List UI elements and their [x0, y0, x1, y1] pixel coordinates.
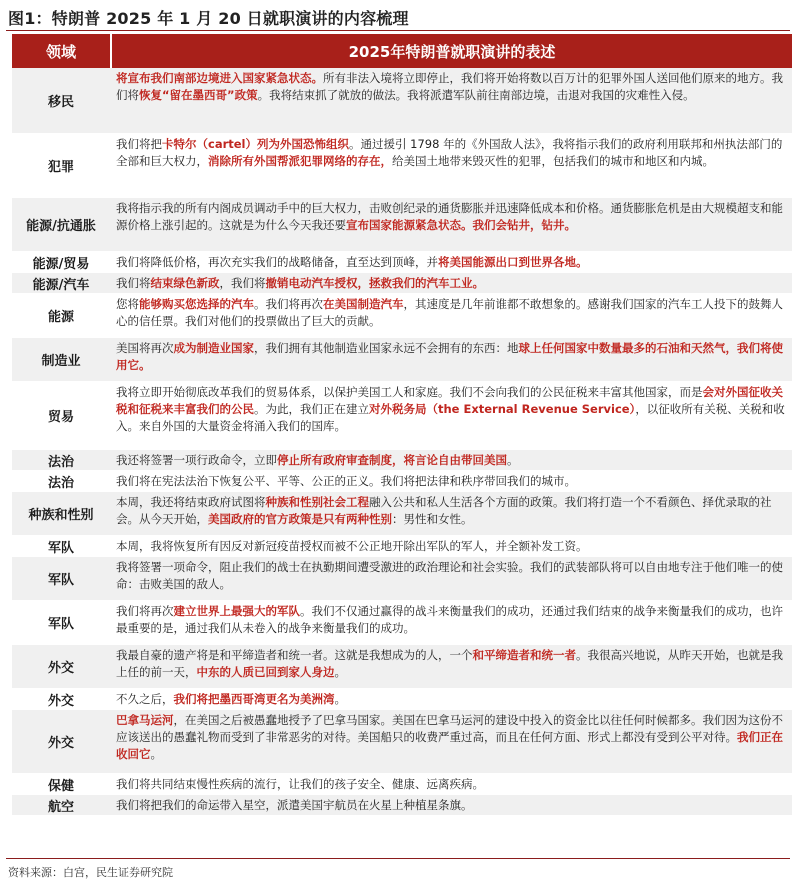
table-body — [12, 68, 792, 816]
statement-text: 美国将再次 — [116, 341, 174, 355]
highlighted-text: 将宣布我们南部边境进入国家紧急状态。 — [116, 71, 323, 85]
row-statement — [110, 68, 792, 133]
highlighted-text: 我们正在收回它 — [116, 730, 783, 761]
statement-text: ，在美国之后被愚蠢地授予了巴拿马国家。美国在巴拿马运河的建设中投入的资金比以往任何时候都多。我们因为这份不应该送出的愚蠢礼物而受到了非常恶劣的对待。美国船只的收费严重过高，而且在任何方面、形式上都没有受到公平对待。 — [116, 713, 783, 744]
source-divider — [6, 858, 790, 859]
highlighted-text: 将美国能源出口到世界各地。 — [438, 255, 588, 269]
highlighted-text: 中东的人质已回到家人身边 — [196, 665, 335, 679]
highlighted-text: 能够购买您选择的汽车 — [139, 297, 254, 311]
statement-text: 。我很高兴地说，从昨天开始，也就是我上任的前一天， — [116, 648, 783, 679]
table-row — [12, 252, 792, 273]
row-statement — [110, 273, 792, 293]
row-domain-label: 种族和性别 — [28, 508, 94, 523]
statement-text: 我们将降低价格，再次充实我们的战略储备，直至达到顶峰，并 — [116, 255, 438, 269]
statement-text: ，我们拥有其他制造业国家永远不会拥有的东西：地 — [254, 341, 519, 355]
table-row — [12, 710, 792, 774]
highlighted-text: 美国政府的官方政策是只有两种性别 — [208, 512, 392, 526]
statement-text: 融入公共和私人生活各个方面的政策。我们将打造一个不看颜色、择优录取的社会。从今天开始， — [116, 495, 772, 526]
statement-text: 。 — [150, 747, 162, 761]
statement-text: 我们将 — [116, 276, 151, 290]
row-domain-label: 外交 — [47, 736, 74, 751]
header-domain: 领域 — [45, 42, 76, 61]
highlighted-text: 和平缔造者和统一者 — [472, 648, 576, 662]
row-statement — [110, 601, 792, 644]
speech-table — [12, 34, 792, 816]
table-row — [12, 471, 792, 492]
row-statement — [110, 710, 792, 773]
table-row — [12, 795, 792, 816]
header-statement: 2025年特朗普就职演讲的表述 — [110, 34, 792, 68]
table-row — [12, 382, 792, 450]
statement-text: 我们将共同结束慢性疾病的流行，让我们的孩子安全、健康、远离疾病。 — [116, 777, 484, 791]
table-row — [12, 294, 792, 338]
highlighted-text: 球上任何国家中数量最多的石油和天然气，我们将使用它。 — [116, 341, 783, 372]
row-statement — [110, 536, 792, 556]
row-domain-label: 能源/抗通胀 — [26, 219, 96, 234]
row-domain-label: 能源 — [47, 310, 74, 325]
statement-text: 我们将再次 — [116, 604, 174, 618]
row-domain-label: 犯罪 — [47, 160, 74, 175]
statement-text: 。 — [507, 453, 519, 467]
statement-text: 本周，我还将结束政府试图将 — [116, 495, 266, 509]
row-domain-label: 军队 — [47, 573, 74, 588]
highlighted-text: 在美国制造汽车 — [323, 297, 404, 311]
row-statement — [110, 338, 792, 381]
row-statement — [110, 689, 792, 709]
table-row — [12, 557, 792, 601]
title-divider — [6, 30, 790, 31]
row-domain-label: 法治 — [47, 454, 74, 470]
row-domain-label: 能源/汽车 — [32, 277, 90, 293]
table-row — [12, 273, 792, 294]
table-row — [12, 338, 792, 382]
statement-text: 所有非法入境将立即停止，我们将开始将数以百万计的犯罪外国人送回他们原来的地方。我们将 — [116, 71, 783, 102]
row-domain-label: 能源/贸易 — [32, 256, 90, 272]
highlighted-text: 宣布国家能源紧急状态。我们会钻井，钻井。 — [346, 218, 576, 232]
row-statement — [110, 252, 792, 272]
statement-text: 。为此，我们正在建立 — [254, 402, 369, 416]
statement-text: 不久之后， — [116, 692, 174, 706]
table-row — [12, 68, 792, 134]
statement-text: 。通过援引 1798 年的《外国敌人法》，我将指示我们的政府利用联邦和州执法部门的全部和巨大权力， — [116, 137, 783, 168]
highlighted-text: 建立世界上最强大的军队 — [173, 604, 300, 618]
highlighted-text: 结束绿色新政 — [150, 276, 220, 290]
table-row — [12, 450, 792, 471]
table-row — [12, 601, 792, 645]
row-statement — [110, 450, 792, 470]
statement-text: 。我们将再次 — [254, 297, 323, 311]
highlighted-text: 成为制造业国家 — [173, 341, 254, 355]
row-statement — [110, 382, 792, 449]
row-statement — [110, 471, 792, 491]
highlighted-text: 对外税务局（the External Revenue Service） — [369, 402, 636, 416]
figure-title: 图1：特朗普 2025 年 1 月 20 日就职演讲的内容梳理 — [8, 9, 409, 28]
statement-text: 我最自豪的遗产将是和平缔造者和统一者。这就是我想成为的人，一个 — [116, 648, 473, 662]
statement-text: ：男性和女性。 — [392, 512, 473, 526]
row-domain-label: 外交 — [47, 661, 74, 676]
statement-text: 您将 — [116, 297, 139, 311]
row-statement — [110, 294, 792, 337]
statement-text: 我们将把 — [116, 137, 162, 151]
row-statement — [110, 492, 792, 535]
statement-text: 。 — [334, 665, 346, 679]
row-domain-label: 法治 — [47, 475, 74, 491]
statement-text: 我将指示我的所有内阁成员调动手中的巨大权力，击败创纪录的通货膨胀并迅速降低成本和价格。通货膨胀危机是由大规模超支和能源价格上涨引起的。这就是为什么今天我还要 — [116, 201, 783, 232]
highlighted-text: 卡特尔（cartel）列为外国恐怖组织 — [162, 137, 349, 151]
row-statement — [110, 645, 792, 688]
row-domain-label: 军队 — [47, 540, 74, 556]
statement-text: 我将立即开始彻底改革我们的贸易体系，以保护美国工人和家庭。我们不会向我们的公民征税来丰富其他国家，而是 — [116, 385, 703, 399]
statement-text: 我将签署一项命令，阻止我们的战士在执勤期间遭受激进的政治理论和社会实验。我们的武装部队将可以自由地专注于他们唯一的使命：击败美国的敌人。 — [116, 560, 783, 591]
row-domain-label: 外交 — [47, 693, 74, 709]
row-statement — [110, 134, 792, 197]
statement-text: ，以征收所有关税、关税和收入。来自外国的大量资金将涌入我们的国库。 — [116, 402, 785, 433]
table-row — [12, 198, 792, 252]
statement-text: 我还将签署一项行政命令，立即 — [116, 453, 277, 467]
table-row — [12, 645, 792, 689]
statement-text: 我们将把我们的命运带入星空，派遣美国宇航员在火星上种植星条旗。 — [116, 798, 473, 812]
highlighted-text: 恢复“留在墨西哥”政策 — [139, 88, 258, 102]
row-statement — [110, 198, 792, 251]
row-domain-label: 保健 — [47, 778, 74, 794]
row-domain-label: 移民 — [47, 95, 74, 110]
row-domain-label: 军队 — [47, 617, 74, 632]
statement-text: ，我们将 — [219, 276, 266, 290]
row-domain-label: 贸易 — [47, 410, 74, 425]
table-row — [12, 134, 792, 198]
statement-text: 。我们不仅通过赢得的战斗来衡量我们的成功，还通过我们结束的战争来衡量我们的成功，也许最重要的是，通过我们从未卷入的战争来衡量我们的成功。 — [116, 604, 783, 635]
table-row — [12, 689, 792, 710]
statement-text: 我们将在宪法法治下恢复公平、平等、公正的正义。我们将把法律和秩序带回我们的城市。 — [116, 474, 576, 488]
row-statement — [110, 795, 792, 815]
row-statement — [110, 557, 792, 600]
highlighted-text: 巴拿马运河 — [116, 713, 174, 727]
table-row — [12, 774, 792, 795]
table-row — [12, 536, 792, 557]
highlighted-text: 消除所有外国帮派犯罪网络的存在， — [208, 154, 392, 168]
highlighted-text: 撤销电动汽车授权，拯救我们的汽车工业。 — [265, 276, 484, 290]
statement-text: ，其速度是几年前谁都不敢想象的。感谢我们国家的汽车工人投下的鼓舞人心的信任票。我们对他们的投票做出了巨大的贡献。 — [116, 297, 783, 328]
table-header — [12, 34, 792, 68]
highlighted-text: 种族和性别社会工程 — [265, 495, 369, 509]
table-row — [12, 492, 792, 536]
row-statement — [110, 774, 792, 794]
statement-text: 给美国土地带来毁灭性的犯罪，包括我们的城市和地区和内城。 — [392, 154, 714, 168]
highlighted-text: 会对外国征收关税和征税来丰富我们的公民 — [116, 385, 783, 416]
statement-text: 。 — [334, 692, 346, 706]
row-domain-label: 制造业 — [41, 354, 81, 369]
highlighted-text: 停止所有政府审查制度，将言论自由带回美国 — [277, 453, 507, 467]
row-domain-label: 航空 — [47, 799, 74, 815]
statement-text: 本周，我将恢复所有因反对新冠疫苗授权而被不公正地开除出军队的军人，并全额补发工资。 — [116, 539, 588, 553]
highlighted-text: 我们将把墨西哥湾更名为美洲湾 — [173, 692, 335, 706]
statement-text: 。我将结束抓了就放的做法。我将派遣军队前往南部边境，击退对我国的灾难性入侵。 — [257, 88, 695, 102]
source-note: 资料来源：白宫，民生证券研究院 — [8, 866, 173, 879]
